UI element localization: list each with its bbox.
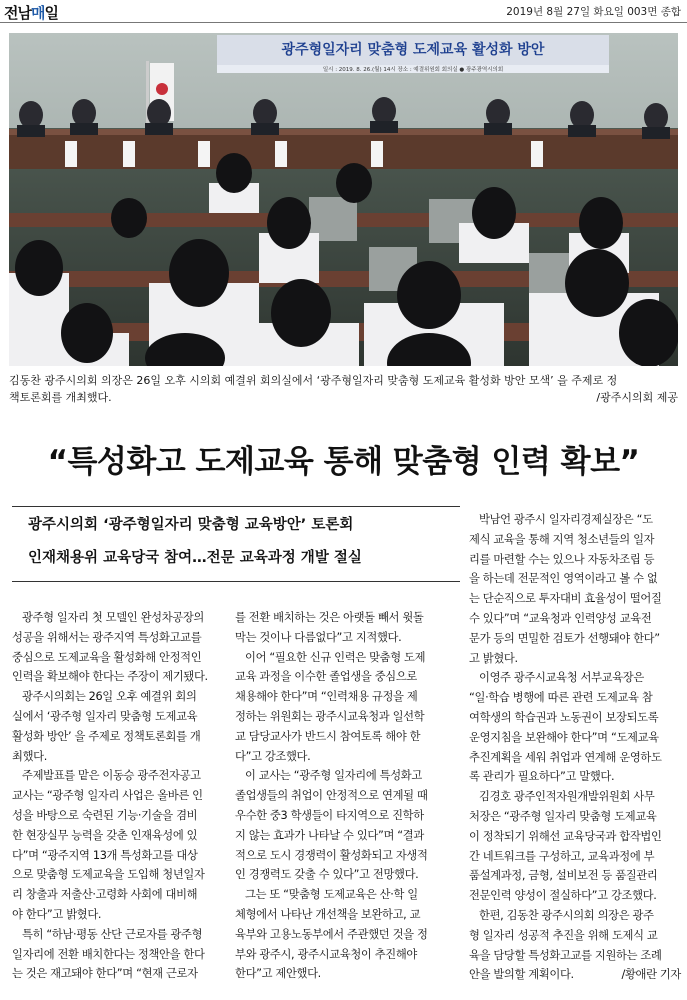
- headline: “특성화고 도제교육 통해 맞춤형 인력 확보”: [47, 444, 640, 480]
- article-line: 다”고 강조했다.: [235, 749, 311, 763]
- article-line: 는 것은 재고돼야 한다”며 “현재 근로자: [12, 967, 198, 981]
- article-line: “일·학습 병행에 따른 관련 도제교육 참: [469, 691, 653, 705]
- article-line: 중심으로 도제교육을 활성화해 안정적인: [12, 650, 202, 664]
- article-line: 리 창출과 저출산·고령화 사회에 대비해: [12, 888, 198, 902]
- logo-text-accent: 매: [30, 4, 45, 22]
- article-line: 교사는 “광주형 일자리 사업은 올바른 인: [12, 789, 203, 803]
- article-line: 형 일자리 성공적 추진을 위해 도제식 교: [469, 928, 658, 942]
- article-line: 성을 바탕으로 숙련된 기능·기술을 겸비: [12, 808, 198, 822]
- article-line: 한편, 김동찬 광주시의회 의장은 광주: [479, 908, 654, 922]
- article-line: 활성화 방안’ 을 주제로 정책토론회를 개: [12, 729, 201, 743]
- article-line: 적으로 도시 경쟁력이 활성화되고 자생적: [235, 848, 428, 862]
- article-line: 문가 등의 면밀한 검토가 선행돼야 한다”: [469, 631, 660, 645]
- caption-line: 책토론회를 개최했다.: [9, 391, 112, 404]
- article-line: 우수한 중3 학생들이 타지역으로 진학하: [235, 808, 424, 822]
- article-line: 이어 “필요한 신규 인력은 맞춤형 도제: [245, 650, 426, 664]
- article-line: 부와 광주시, 광주시교육청이 추진해야: [235, 947, 417, 961]
- article-line: 고 밝혔다.: [469, 651, 518, 665]
- article-line: 야 한다”고 밝혔다.: [12, 907, 102, 921]
- article-line: 정하는 위원회는 광주시교육청과 일선학: [235, 709, 425, 723]
- subhead-rule: [12, 581, 460, 582]
- article-line: 육을 담당할 특성화고교를 지원하는 조례: [469, 948, 662, 962]
- article-line: 졸업생들의 취업이 안정적으로 연계될 때: [235, 789, 428, 803]
- article-line: 실에서 ‘광주형 일자리 맞춤형 도제교육: [12, 709, 198, 723]
- article-line: 전문인력 양성이 절실하다”고 강조했다.: [469, 889, 657, 903]
- article-line: 교육 과정을 이수한 졸업생을 중심으로: [235, 670, 417, 684]
- article-line: 광주형 일자리 첫 모델인 완성차공장의: [22, 611, 204, 624]
- dateline: 2019년 8월 27일 화요일 003면 종합: [506, 6, 681, 18]
- banner-info: 일시 : 2019. 8. 26.(월) 14시 장소 : 예결위원회 회의실 ● 광주광역시의회: [322, 67, 504, 73]
- newspaper-logo: [4, 2, 58, 23]
- banner-title: 광주형일자리 맞춤형 도제교육 활성화 방안: [281, 42, 545, 58]
- article-line: 일자리에 전환 배치한다는 정책안을 한다: [12, 947, 205, 961]
- article-line: 이 교사는 “광주형 일자리에 특성화고: [245, 769, 422, 783]
- photo-caption: [9, 372, 678, 406]
- article-line: 막는 것이나 다름없다”고 지적했다.: [235, 630, 402, 644]
- article-column-1: [12, 608, 222, 984]
- subhead-rule: [12, 506, 460, 507]
- article-line: 그는 또 “맞춤형 도제교육은 산·학 일: [245, 888, 418, 902]
- article-line: 인력을 확보해야 한다는 주장이 제기됐다.: [12, 670, 208, 684]
- article-line: 품설계과정, 금형, 설비보전 등 품질관리: [469, 869, 658, 883]
- article-line: 록 관리가 필요하다”고 말했다.: [469, 770, 615, 784]
- article-line: 를 전환 배치하는 것은 아랫돌 빼서 윗돌: [235, 611, 424, 624]
- article-line: 안을 발의할 계획이다.: [469, 968, 574, 982]
- article-line: 여학생의 학습권과 노동권이 보장되도록: [469, 710, 659, 724]
- article-line: 체형에서 나타난 개선책을 보완하고, 교: [235, 907, 421, 921]
- article-line: 수 있다”며 “교육청과 인력양성 교육전: [469, 611, 652, 625]
- article-line: 추진계획을 세워 취업과 연계해 운영하도: [469, 750, 662, 764]
- photo-credit: /광주시의회 제공: [596, 391, 678, 404]
- masthead-rule: [0, 22, 687, 23]
- article-line: 김경호 광주인적자원개발위원회 사무: [479, 790, 655, 804]
- article-line: 처장은 “광주형 일자리 맞춤형 도제교육: [469, 809, 657, 823]
- byline: /황애란 기자: [621, 968, 681, 982]
- caption-line: 김동찬 광주시의회 의장은 26일 오후 시의회 예결위 회의실에서 ‘광주형일자리 맞춤형 도제교육 활성화 방안 모색’ 을 주제로 정: [9, 374, 618, 387]
- article-line: 이영주 광주시교육청 서부교육장은: [479, 671, 644, 685]
- subheadline: 광주시의회 ‘광주형일자리 맞춤형 교육방안’ 토론회: [28, 517, 354, 533]
- article-line: 박남언 광주시 일자리경제실장은 “도: [479, 513, 653, 526]
- article-line: 한다”고 제안했다.: [235, 967, 321, 981]
- article-line: 지 않는 효과가 나타날 수 있다”며 “결과: [235, 828, 424, 842]
- news-photo: [9, 33, 678, 366]
- article-column-3: [469, 510, 681, 985]
- article-line: 을 하는데 전문적인 영역이라고 볼 수 없: [469, 572, 658, 586]
- article-line: 제식 교육을 통해 지역 청소년들의 일자: [469, 532, 655, 546]
- article-line: 리를 마련할 수는 있으나 자동차조립 등: [469, 552, 655, 566]
- article-column-2: [235, 608, 455, 984]
- article-line: 교 담당교사가 반드시 참여토록 해야 한: [235, 729, 421, 743]
- article-line: 채용해야 한다”며 “인력채용 규정을 제: [235, 690, 418, 704]
- masthead: [0, 0, 687, 22]
- subheadline: 인재채용위 교육당국 참여…전문 교육과정 개발 절실: [28, 550, 362, 566]
- logo-text: 전남: [4, 4, 31, 22]
- article-line: 광주시의회는 26일 오후 예결위 회의: [22, 690, 197, 704]
- article-line: 주제발표를 맡은 이동승 광주전자공고: [22, 769, 201, 783]
- article-line: 는 단순직으로 투자대비 효율성이 떨어질: [469, 592, 662, 606]
- article-line: 운영지침을 보완해야 한다”며 “도제교육: [469, 730, 659, 744]
- article-line: 으로 맞춤형 도제교육을 도입해 청년일자: [12, 868, 205, 882]
- article-line: 성공을 위해서는 광주지역 특성화고교를: [12, 630, 202, 644]
- article-line: 한 현장실무 능력을 갖춘 인재육성에 있: [12, 828, 198, 842]
- article-line: 최했다.: [12, 749, 47, 763]
- article-line: 육부와 고용노동부에서 주관했던 것을 정: [235, 927, 428, 941]
- article-line: 이 정착되기 위해선 교육당국과 합작법인: [469, 829, 662, 843]
- article-line: 인 경쟁력도 갖출 수 있다”고 전망했다.: [235, 868, 419, 882]
- article-line: 다”며 “광주지역 13개 특성화고를 대상: [12, 848, 198, 862]
- article-line: 간 네트워크를 구성하고, 교육과정에 부: [469, 849, 655, 863]
- logo-text: 일: [44, 4, 58, 22]
- article-line: 특히 “하남·평동 산단 근로자를 광주형: [22, 927, 203, 941]
